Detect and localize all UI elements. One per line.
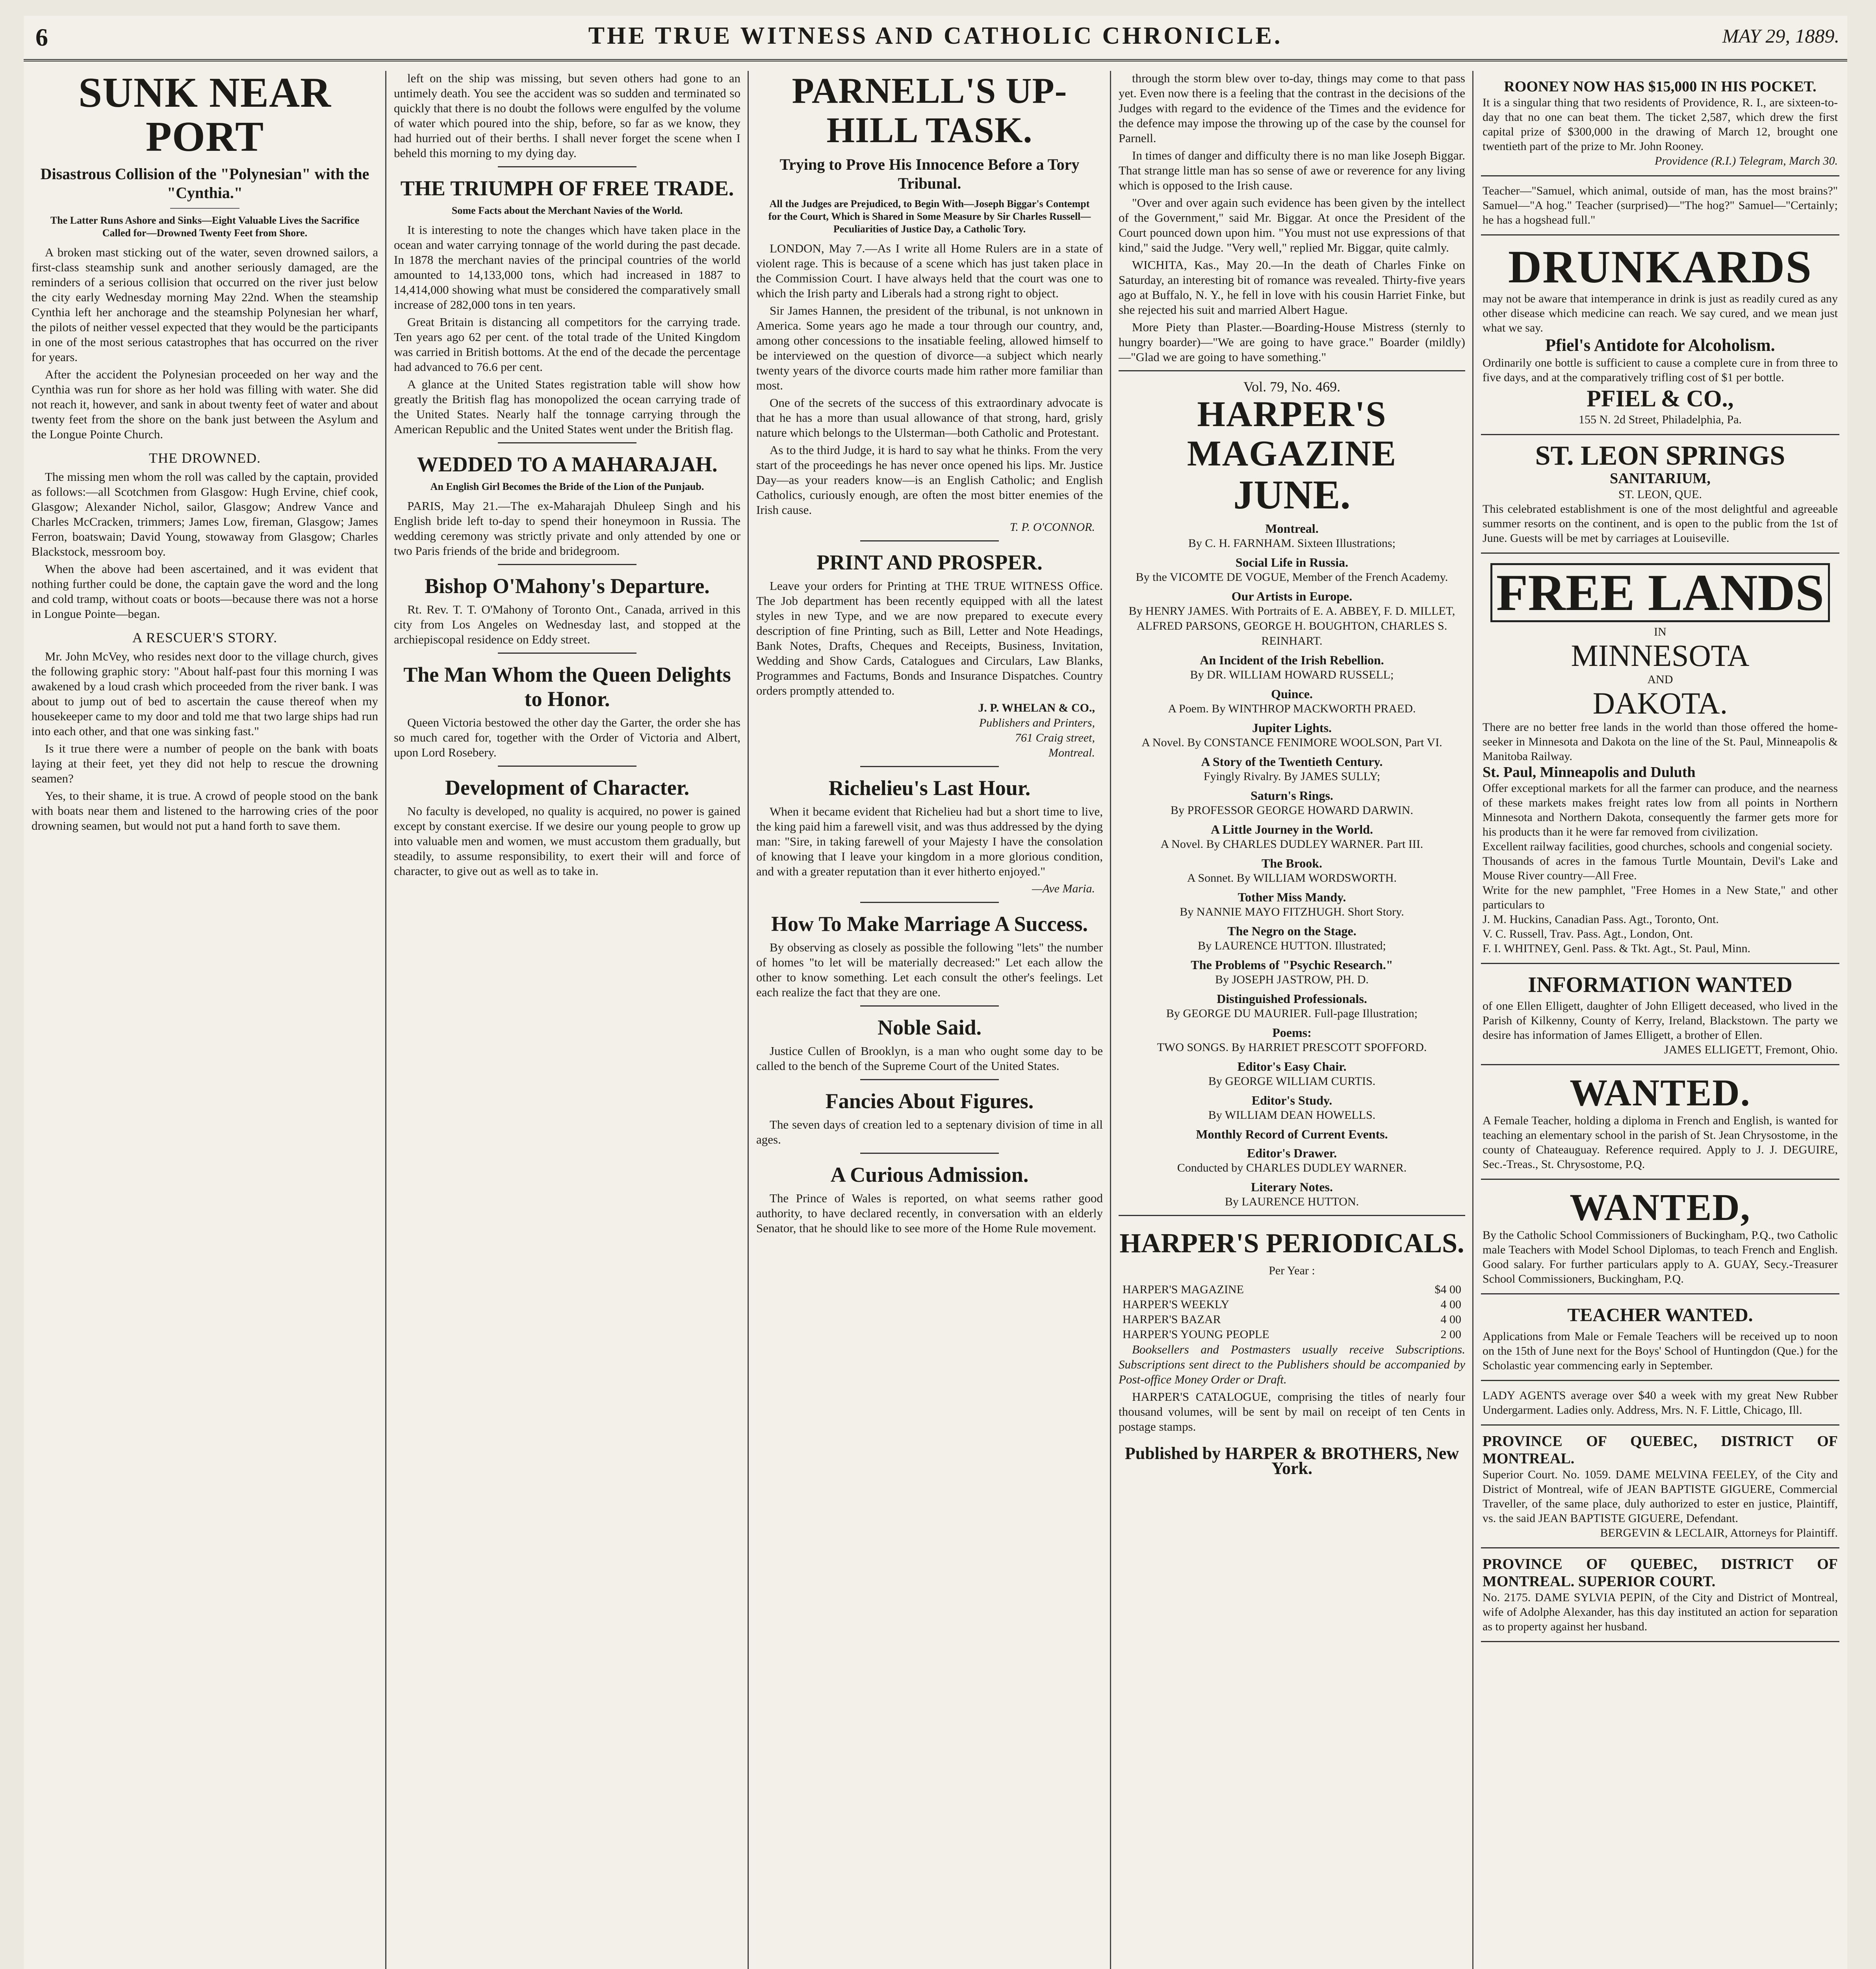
ad-minnesota: MINNESOTA	[1571, 638, 1750, 673]
article-paragraph: No faculty is developed, no quality is acquired, no power is gained except by constant exercise. If we desire our young people to grow up into valuable men and women, we must accustom them gradually, but steadily, to assume responsibility, to exert their will and force of character, to give out as well as to take in.	[394, 804, 740, 878]
article-paragraph: Justice Cullen of Brooklyn, is a man who ought some day to be called to the bench of the Supreme Court of the United States.	[756, 1044, 1103, 1073]
subscription-note: Booksellers and Postmasters usually receive Subscriptions. Subscriptions sent direct to the Publishers should be accompanied by Post-office Money Order or Draft.	[1119, 1342, 1465, 1386]
per-year-label: Per Year :	[1269, 1264, 1315, 1277]
harper-entry-title: Tother Miss Mandy.	[1238, 890, 1346, 904]
masthead	[24, 16, 1847, 61]
ad-free-lands-text: There are no better free lands in the world than those offered the home-seeker in Minnesota and Dakota on the line of the St. Paul, Minneapolis & Manitoba Railway.	[1483, 721, 1838, 763]
ad-legal1-text: Superior Court. No. 1059. DAME MELVINA FEELEY, of the City and District of Montreal, wife of JEAN BAPTISTE GIGUERE, Commercial Traveller, of the same place, duly authorized to ester en justice, Plaintiff, vs. the said JEAN BAPTISTE GIGUERE, Defendant.	[1483, 1468, 1838, 1525]
harper-entry-title: The Brook.	[1261, 856, 1323, 870]
ad-wanted2-text: By the Catholic School Commissioners of Buckingham, P.Q., two Catholic male Teachers with Model School Diplomas, to teach French and English. Good salary. For further particulars apply to A. GUAY, Secy.-Treasurer School Commissioners, Buckingham, P.Q.	[1483, 1229, 1838, 1285]
ad-info-title: INFORMATION WANTED	[1528, 973, 1792, 997]
harper-entry-desc: By PROFESSOR GEORGE HOWARD DARWIN.	[1171, 804, 1413, 817]
column-2	[394, 71, 740, 1969]
harper-entry-title: A Little Journey in the World.	[1211, 822, 1373, 836]
article-paragraph: "Over and over again such evidence has been given by the intellect of the Government," said Mr. Biggar. At once the President of the Court pounced down upon him. "You must not use expressions of that kind," said the Judge. "Very well," replied Mr. Biggar, quite calmly.	[1119, 196, 1465, 254]
price-name: HARPER'S MAGAZINE	[1123, 1283, 1244, 1296]
ad-lady-agents	[1481, 1381, 1839, 1426]
newspaper-page	[24, 16, 1847, 1969]
article-paragraph: The Prince of Wales is reported, on what seems rather good authority, to have declared recently, in conversation with an elderly Senator, that he should like to see more of the Home Rule movement.	[756, 1191, 1103, 1235]
harper-entry	[1119, 1146, 1465, 1175]
article-paragraph: Mr. John McVey, who resides next door to the village church, gives the following graphic story: "About half-past four this morning I was awakened by a loud crash which proceeded from the river bank. I was about to jump out of bed to ascertain the cause thereof when my housekeeper came to my door and told me that two large ships had run into each other, and that one was sinking fast."	[32, 649, 378, 738]
ad-drunkards-address: 155 N. 2d Street, Philadelphia, Pa.	[1578, 413, 1742, 426]
headline-parnell: PARNELL'S UP-HILL TASK.	[792, 71, 1067, 150]
ad-drunkards-sub: Pfiel's Antidote for Alcoholism.	[1545, 336, 1775, 355]
price-name: HARPER'S WEEKLY	[1123, 1298, 1230, 1311]
harper-entry-title: Saturn's Rings.	[1251, 788, 1333, 803]
ad-st-paul-text: Offer exceptional markets for all the farmer can produce, and the nearness of these markets makes freight rates low from all points in Northern Minnesota and Northern Dakota, consequently the farmer gets more for his products than it he were far removed from civilization.	[1483, 782, 1838, 838]
article-paragraph: As to the third Judge, it is hard to say what he thinks. From the very start of the proceedings he has never once opened his lips. Mr. Justice Day—as your readers know—is an English Catholic; and English Catholics, curiously enough, are often the most bitter enemies of the Irish cause.	[756, 443, 1103, 517]
harper-entry-title: Poems:	[1272, 1025, 1312, 1040]
harper-periodicals-title: HARPER'S PERIODICALS.	[1119, 1228, 1464, 1259]
harper-entry	[1119, 991, 1465, 1021]
ad-wanted-buckingham	[1481, 1180, 1839, 1294]
harper-entry-desc: By GEORGE DU MAURIER. Full-page Illustration;	[1166, 1007, 1418, 1020]
ad-rooney-title: ROONEY NOW HAS $15,000 IN HIS POCKET.	[1504, 78, 1817, 95]
price-value: 4 00	[1440, 1313, 1461, 1326]
printer-line: Publishers and Printers,	[979, 716, 1095, 729]
joke-text: Teacher—"Samuel, which animal, outside of man, has the most brains?" Samuel—"A hog." Teacher (surprised)—"The hog?" Samuel—"Certainly; he has a hogshead full."	[1483, 184, 1838, 226]
ad-drunkards-text: may not be aware that intemperance in drink is just as readily cured as any other disease which medicine can reach. We say cured, and we mean just what we say.	[1483, 292, 1838, 334]
catalogue-note: HARPER'S CATALOGUE, comprising the titles of nearly four thousand volumes, will be sent by mail on receipt of ten Cents in postage stamps.	[1119, 1390, 1465, 1433]
ad-drunkards	[1481, 235, 1839, 435]
deck-parnell: Trying to Prove His Innocence Before a Tory Tribunal.	[779, 156, 1080, 192]
subdeck-parnell: All the Judges are Prejudiced, to Begin With—Joseph Biggar's Contempt for the Court, Which is Shared in Some Measure by Sir Charles Russell—Peculiarities of Justice Day, a Catholic Tory.	[768, 198, 1091, 235]
ad-legal1-title: PROVINCE OF QUEBEC, DISTRICT OF MONTREAL.	[1483, 1433, 1838, 1467]
harper-entry-title: Distinguished Professionals.	[1217, 992, 1367, 1006]
harper-entry	[1119, 686, 1465, 716]
column-1	[32, 71, 378, 1969]
price-name: HARPER'S YOUNG PEOPLE	[1123, 1328, 1269, 1341]
harper-entry-title: A Story of the Twentieth Century.	[1201, 755, 1383, 769]
harper-entry-desc: A Poem. By WINTHROP MACKWORTH PRAED.	[1168, 702, 1416, 715]
column-4	[1119, 71, 1465, 1969]
harper-entry	[1119, 923, 1465, 953]
price-value: 2 00	[1440, 1328, 1461, 1341]
headline-maharajah: WEDDED TO A MAHARAJAH.	[417, 452, 718, 476]
harper-entry-desc: By HENRY JAMES. With Portraits of E. A. ABBEY, F. D. MILLET, ALFRED PARSONS, GEORGE H. BOUGHTON, CHARLES S. REINHART.	[1128, 604, 1455, 647]
article-paragraph: After the accident the Polynesian proceeded on her way and the Cynthia was run for shore as her hold was filling with water. She did not reach it, however, and sank in about twenty feet of water and about twenty feet from the shore on the bank just between the Asylum and the Longue Pointe Church.	[32, 367, 378, 441]
printer-name: J. P. WHELAN & CO.,	[978, 701, 1095, 714]
issue-date: MAY 29, 1889.	[1722, 25, 1839, 47]
harper-entry-desc: A Novel. By CHARLES DUDLEY WARNER. Part III.	[1160, 838, 1423, 851]
harper-entry-title: Literary Notes.	[1251, 1180, 1333, 1194]
ad-wanted2-title: WANTED,	[1570, 1186, 1751, 1228]
ad-info-sig: JAMES ELLIGETT, Fremont, Ohio.	[1664, 1043, 1838, 1056]
article-paragraph: left on the ship was missing, but seven others had gone to an untimely death. You see the accident was so sudden and terminated so quickly that there is no doubt the follows were engulfed by the volume of water which poured into the ship, before, so far as we know, they had hurried out of their berths. I shall never forget the scene when I beheld this morning to my dying day.	[394, 71, 740, 160]
ad-rooney-source: Providence (R.I.) Telegram, March 30.	[1655, 154, 1838, 167]
harper-entry	[1119, 1179, 1465, 1209]
harper-entry	[1119, 754, 1465, 784]
printer-city: Montreal.	[1048, 746, 1095, 759]
harper-entry-title: Jupiter Lights.	[1252, 721, 1332, 735]
printer-address: 761 Craig street,	[1015, 731, 1095, 744]
ad-contact-1: J. M. Huckins, Canadian Pass. Agt., Toronto, Ont.	[1483, 913, 1719, 926]
ad-free-lands-title: FREE LANDS	[1490, 563, 1830, 622]
harper-entry-title: Quince.	[1271, 687, 1313, 701]
harper-entry-title: Editor's Drawer.	[1247, 1146, 1337, 1160]
column-3	[756, 71, 1103, 1969]
ad-free-lands	[1481, 554, 1839, 964]
ad-st-leon-text: This celebrated establishment is one of the most delightful and agreeable summer resorts on the continent, and is open to the public from the 1st of June. Guests will be met by carriages at Louiseville.	[1483, 502, 1838, 545]
subhead-the-drowned: THE DROWNED.	[149, 450, 261, 466]
ad-wanted-title: WANTED.	[1570, 1072, 1751, 1114]
ad-legal-notice-2	[1481, 1548, 1839, 1642]
ad-turtle-text: Thousands of acres in the famous Turtle Mountain, Devil's Lake and Mouse River country—All Free.	[1483, 855, 1838, 882]
article-paragraph: In times of danger and difficulty there is no man like Joseph Biggar. That strange little man has so sense of awe or reverence for any living which is opposed to the Irish cause.	[1119, 148, 1465, 192]
deck-collision: Disastrous Collision of the "Polynesian" with the "Cynthia."	[40, 165, 369, 202]
article-paragraph: through the storm blew over to-day, things may come to that pass yet. Even now there is a feeling that the contrast in the decisions of the Judges with regard to the evidence of the Times and the evidence for the defence may impose the throwing up of the case by the counsel for Parnell.	[1119, 71, 1465, 145]
harper-entry	[1119, 822, 1465, 852]
article-paragraph: A broken mast sticking out of the water, seven drowned sailors, a first-class steamship sunk and another seriously damaged, are the reminders of a serious collision that occurred on the river just below the city early Wednesday morning May 22nd. When the steamship Cynthia left her anchorage and the steamship Polynesian her wharf, the pilots of neither vessel expected that they would be the participants in one of the most serious catastrophes that has occurred on the river for years.	[32, 245, 378, 364]
article-paragraph: WICHITA, Kas., May 20.—In the death of Charles Finke on Saturday, an interesting bit of romance was revealed. Thirty-five years ago at Buffalo, N. Y., he fell in love with his cousin Harriet Finke, but she rejected his suit and married Albert Hague.	[1119, 258, 1465, 317]
ad-drunkards-body: Ordinarily one bottle is sufficient to cause a complete cure in from three to five days, and at the comparatively trifling cost of $1 per bottle.	[1483, 356, 1838, 384]
article-paragraph: A glance at the United States registration table will show how greatly the British flag has monopolized the ocean carrying trade of the United States. Nearly half the tonnage carrying through the American Republic and the United States went under the British flag.	[394, 377, 740, 436]
article-paragraph: More Piety than Plaster.—Boarding-House Mistress (sternly to hungry boarder)—"We are going to have grace." Boarder (mildly)—"Glad we are going to have something."	[1119, 320, 1465, 364]
ad-free-lands-and: AND	[1647, 673, 1673, 686]
headline-free-trade: THE TRIUMPH OF FREE TRADE.	[400, 176, 734, 200]
harper-entry-title: Social Life in Russia.	[1235, 555, 1349, 569]
harper-entry-title: Editor's Easy Chair.	[1237, 1059, 1347, 1073]
headline-bishop: Bishop O'Mahony's Departure.	[425, 574, 710, 598]
ad-dakota: DAKOTA.	[1592, 686, 1728, 720]
deck-maharajah: An English Girl Becomes the Bride of the Lion of the Punjaub.	[430, 481, 704, 492]
harper-entry-title: Our Artists in Europe.	[1231, 589, 1353, 603]
ad-drunkards-title: DRUNKARDS	[1508, 241, 1812, 293]
harper-entry-title: Montreal.	[1265, 521, 1319, 536]
article-paragraph: PARIS, May 21.—The ex-Maharajah Dhuleep Singh and his English bride left to-day to spend their honeymoon in Russia. The wedding ceremony was strictly private and only attended by one or two Paris friends of the bride and bridegroom.	[394, 499, 740, 558]
column-rule	[1472, 71, 1473, 1969]
ad-information-wanted	[1481, 964, 1839, 1065]
ad-st-leon-loc: ST. LEON, QUE.	[1618, 488, 1702, 501]
page-number: 6	[35, 23, 48, 51]
harper-entry-desc: By C. H. FARNHAM. Sixteen Illustrations;	[1188, 537, 1396, 550]
article-paragraph: By observing as closely as possible the following "lets" the number of homes "to let will be materially decreased:" Let each allow the other to know something. Let each consult the other's feelings. Let each realize the fact that they are one.	[756, 940, 1103, 999]
harper-entry-desc: By WILLIAM DEAN HOWELLS.	[1208, 1109, 1376, 1122]
harper-entry-desc: By LAURENCE HUTTON.	[1225, 1195, 1359, 1208]
harper-entry-desc: By DR. WILLIAM HOWARD RUSSELL;	[1190, 668, 1394, 681]
price-row	[1119, 1327, 1465, 1342]
headline-queen: The Man Whom the Queen Delights to Honor.	[403, 663, 731, 711]
harper-entry-desc: TWO SONGS. By HARRIET PRESCOTT SPOFFORD.	[1157, 1041, 1427, 1054]
headline-sunk-near-port: SUNK NEAR PORT	[78, 71, 332, 160]
ad-st-leon	[1481, 435, 1839, 554]
ad-legal1-sig: BERGEVIN & LECLAIR, Attorneys for Plaintiff.	[1600, 1526, 1838, 1539]
article-paragraph: The missing men whom the roll was called by the captain, provided as follows:—all Scotchmen from Glasgow: Hugh Ervine, chief cook, Glasgow; Alexander Nichol, sailor, Glasgow; Andrew Vance and Charles McCracken, trimmers; James Low, fireman, Glasgow; James Ferron, boatswain; David Young, stowaway from Glasgow; Charles Blackstock, messroom boy.	[32, 470, 378, 558]
signature-oconnor: T. P. O'CONNOR.	[1009, 521, 1095, 534]
harper-publisher: Published by HARPER & BROTHERS, New York.	[1124, 1444, 1459, 1478]
price-value: $4 00	[1434, 1283, 1461, 1296]
harper-entry-title: The Problems of "Psychic Research."	[1191, 958, 1393, 972]
harper-entry-desc: By JOSEPH JASTROW, PH. D.	[1215, 973, 1369, 986]
headline-noble-said: Noble Said.	[877, 1016, 982, 1039]
ad-teacher-text: Applications from Male or Female Teachers will be received up to noon on the 15th of June next for the Boys' School of Huntingdon (Que.) for the Scholastic year commencing early in September.	[1483, 1330, 1838, 1372]
headline-character: Development of Character.	[445, 776, 690, 799]
harper-entry	[1119, 589, 1465, 649]
harper-magazine-title: HARPER'S MAGAZINE	[1187, 394, 1397, 473]
harper-entry-desc: Conducted by CHARLES DUDLEY WARNER.	[1177, 1161, 1407, 1174]
harper-entry	[1119, 1093, 1465, 1123]
ad-railway-text: Excellent railway facilities, good churches, schools and congenial society.	[1483, 840, 1833, 853]
ad-contact-3: F. I. WHITNEY, Genl. Pass. & Tkt. Agt., St. Paul, Minn.	[1483, 942, 1751, 955]
harper-entry	[1119, 890, 1465, 920]
paper-title: THE TRUE WITNESS AND CATHOLIC CHRONICLE.	[588, 22, 1283, 49]
ad-legal-notice-1	[1481, 1426, 1839, 1548]
article-paragraph: Rt. Rev. T. T. O'Mahony of Toronto Ont., Canada, arrived in this city from Los Angeles on Wednesday last, and stopped at the archiepiscopal residence on Eddy street.	[394, 603, 740, 646]
ad-wanted-teacher	[1481, 1065, 1839, 1180]
ad-drunkards-firm: PFIEL & CO.,	[1587, 386, 1734, 412]
article-paragraph: Great Britain is distancing all competitors for the carrying trade. Ten years ago 62 per cent. of the total trade of the United Kingdom was carried in British bottoms. At the end of the decade the percentage had advanced to 76.6 per cent.	[394, 315, 740, 374]
subhead-rescuers-story: A RESCUER'S STORY.	[132, 630, 278, 645]
harper-entry	[1119, 521, 1465, 551]
price-row	[1119, 1312, 1465, 1327]
harper-entry-desc: A Sonnet. By WILLIAM WORDSWORTH.	[1187, 871, 1397, 884]
harper-entry-desc: Fyingly Rivalry. By JAMES SULLY;	[1203, 770, 1381, 783]
article-paragraph: Yes, to their shame, it is true. A crowd of people stood on the bank with boats near them and listened to the harrowing cries of the poor drowning seamen, but would not put a hand forth to save them.	[32, 789, 378, 832]
ad-free-lands-in: IN	[1654, 625, 1666, 638]
ad-legal2-text: No. 2175. DAME SYLVIA PEPIN, of the City and District of Montreal, wife of Adolphe Alexander, has this day instituted an action for separation as to property against her husband.	[1483, 1591, 1838, 1633]
ad-st-leon-sub: SANITARIUM,	[1610, 470, 1711, 487]
ad-rooney	[1481, 71, 1839, 176]
harper-entry	[1119, 653, 1465, 682]
harper-entry	[1119, 856, 1465, 886]
harper-entry-desc: By NANNIE MAYO FITZHUGH. Short Story.	[1180, 905, 1404, 918]
harper-entry	[1119, 1025, 1465, 1055]
subdeck-cynthia: The Latter Runs Ashore and Sinks—Eight Valuable Lives the Sacrifice Called for—Drowned Twenty Feet from Shore.	[50, 215, 360, 239]
article-paragraph: The seven days of creation led to a septenary division of time in all ages.	[756, 1118, 1103, 1146]
article-paragraph: When it became evident that Richelieu had but a short time to live, the king paid him a farewell visit, and was thus addressed by the dying man: "Sire, in taking farewell of your Majesty I have the consolation of knowing that I leave your kingdom in a more glorious condition, and with a greater reputation than it ever hitherto enjoyed."	[756, 805, 1103, 878]
harper-entry-title: Monthly Record of Current Events.	[1196, 1127, 1388, 1141]
harper-entry	[1119, 1127, 1465, 1142]
article-paragraph: Is it true there were a number of people on the bank with boats laying at their feet, yet they did not help to rescue the drowning seamen?	[32, 742, 378, 785]
ad-teacher-wanted	[1481, 1294, 1839, 1381]
article-paragraph: One of the secrets of the success of this extraordinary advocate is that he has a more than usual allowance of that strong, hard, grisly nature which belongs to the Ulsterman—both Catholic and Protestant.	[756, 396, 1103, 439]
ad-lady-text: LADY AGENTS average over $40 a week with my great New Rubber Undergarment. Ladies only. Address, Mrs. N. F. Little, Chicago, Ill.	[1483, 1389, 1838, 1416]
harper-entry	[1119, 555, 1465, 585]
price-row	[1119, 1282, 1465, 1297]
ad-joke	[1481, 176, 1839, 235]
ad-wanted-text: A Female Teacher, holding a diploma in French and English, is wanted for teaching an elementary school in the parish of St. Jean Chrysostome, in the county of Chateauguay. Reference required. Apply to J. J. DEGUIRE, Sec.-Treas., St. Chrysostome, P.Q.	[1483, 1114, 1838, 1171]
harper-entry-desc: By the VICOMTE DE VOGUE, Member of the French Academy.	[1136, 571, 1448, 584]
column-5-ads	[1481, 71, 1839, 1969]
headline-admission: A Curious Admission.	[830, 1163, 1029, 1187]
headline-richelieu: Richelieu's Last Hour.	[828, 776, 1031, 800]
article-paragraph: When the above had been ascertained, and it was evident that nothing further could be done, the captain gave the word and the long and cold tramp, without coats or boots—because there was not a horse in Longue Pointe—began.	[32, 562, 378, 621]
harper-entry	[1119, 720, 1465, 750]
harper-month: JUNE.	[1233, 472, 1351, 517]
price-list	[1119, 1282, 1465, 1342]
harper-entry-desc: By LAURENCE HUTTON. Illustrated;	[1198, 939, 1386, 952]
ad-contact-2: V. C. Russell, Trav. Pass. Agt., London, Ont.	[1483, 927, 1693, 940]
ad-teacher-title: TEACHER WANTED.	[1567, 1305, 1753, 1326]
column-rule	[385, 71, 386, 1969]
harper-entry-title: Editor's Study.	[1251, 1093, 1332, 1107]
column-rule	[1110, 71, 1111, 1969]
harper-contents	[1119, 521, 1465, 1209]
harper-entry	[1119, 788, 1465, 818]
article-paragraph: Queen Victoria bestowed the other day the Garter, the order she has so much cared for, together with the Order of Victoria and Albert, upon Lord Rosebery.	[394, 716, 740, 759]
ad-pamphlet-text: Write for the new pamphlet, "Free Homes in a New State," and other particulars to	[1483, 884, 1838, 911]
deck-merchant-navies: Some Facts about the Merchant Navies of the World.	[451, 205, 683, 216]
column-rule	[748, 71, 749, 1969]
harper-entry-title: An Incident of the Irish Rebellion.	[1200, 653, 1384, 667]
harper-entry-title: The Negro on the Stage.	[1227, 924, 1356, 938]
price-value: 4 00	[1440, 1298, 1461, 1311]
headline-print-prosper: PRINT AND PROSPER.	[816, 551, 1043, 574]
headline-marriage: How To Make Marriage A Success.	[771, 912, 1088, 936]
headline-figures: Fancies About Figures.	[825, 1089, 1034, 1113]
harper-entry-desc: By GEORGE WILLIAM CURTIS.	[1208, 1075, 1376, 1088]
article-paragraph: LONDON, May 7.—As I write all Home Rulers are in a state of violent rage. This is because of a scene which has just taken place in the Commission Court. I have always held that the court was one to which the Irish party and Liberals had a strong right to object.	[756, 241, 1103, 300]
harper-entry-desc: A Novel. By CONSTANCE FENIMORE WOOLSON, Part VI.	[1141, 736, 1442, 749]
price-name: HARPER'S BAZAR	[1123, 1313, 1221, 1326]
harper-volume: Vol. 79, No. 469.	[1243, 379, 1341, 395]
article-paragraph: It is interesting to note the changes which have taken place in the ocean and water carrying tonnage of the world during the past decade. In 1878 the merchant navies of the principal countries of the world amounted to 14,133,000 tons, which had increased in 1887 to 14,414,000 showing what must be considered the comparatively small increase of 282,000 tons in ten years.	[394, 223, 740, 311]
ad-rooney-text: It is a singular thing that two residents of Providence, R. I., are sixteen-to-day that no one can beat them. The ticket 2,587, which drew the first capital prize of $300,000 in the drawing of March 12, brought one twentieth part of the prize to Mr. John Rooney.	[1483, 96, 1838, 153]
harper-entry	[1119, 1059, 1465, 1089]
price-row	[1119, 1297, 1465, 1312]
ad-legal2-title: PROVINCE OF QUEBEC, DISTRICT OF MONTREAL. SUPERIOR COURT.	[1483, 1556, 1838, 1590]
harper-entry	[1119, 957, 1465, 987]
ad-st-paul-lead: St. Paul, Minneapolis and Duluth	[1483, 764, 1696, 781]
source-ave-maria: —Ave Maria.	[1032, 882, 1095, 895]
ad-info-text: of one Ellen Elligett, daughter of John Elligett deceased, who lived in the Parish of Kilkenny, County of Kerry, Ireland, Blackstown. The party we desire has information of James Elligett, a brother of Ellen.	[1483, 999, 1838, 1042]
article-paragraph: Sir James Hannen, the president of the tribunal, is not unknown in America. Some years ago he made a tour through our country, and, among other concessions to the insatiable feeling, allowed himself to be interviewed on the question of divorce—a subject which nearly twenty years of the divorce courts made him rather more familiar than most.	[756, 304, 1103, 392]
ad-st-leon-title: ST. LEON SPRINGS	[1535, 441, 1785, 471]
article-paragraph: Leave your orders for Printing at THE TRUE WITNESS Office. The Job department has been recently equipped with all the latest styles in new Type, and we are now prepared to execute every description of fine Printing, such as Bill, Letter and Note Headings, Bank Notes, Drafts, Cheques and Receipts, Business, Invitation, Wedding and Show Cards, Catalogues and Circulars, Law Blanks, Programmes and Factums, Bonds and Insurance Dispatches. Country orders promptly attended to.	[756, 579, 1103, 697]
